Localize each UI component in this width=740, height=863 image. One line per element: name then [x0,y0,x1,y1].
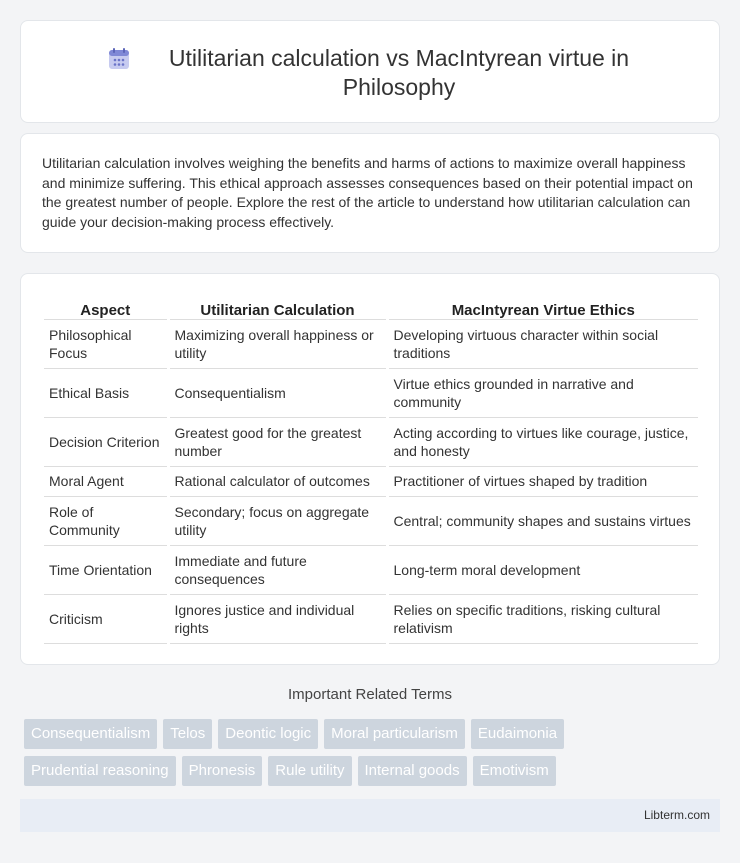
table-cell: Moral Agent [44,466,168,496]
related-term-tag[interactable]: Internal goods [358,756,467,786]
table-cell: Decision Criterion [44,417,168,466]
table-cell: Relies on specific traditions, risking cultural relativism [387,594,698,643]
table-row [44,319,698,368]
table-cell: Consequentialism [168,368,387,417]
table-cell: Central; community shapes and sustains virtues [387,496,698,545]
related-term-tag[interactable]: Emotivism [473,756,556,786]
table-cell: Criticism [44,594,168,643]
table-cell: Time Orientation [44,545,168,594]
table-row [44,466,698,496]
table-cell: Maximizing overall happiness or utility [168,319,387,368]
column-header: Utilitarian Calculation [168,296,387,319]
footer [20,799,720,832]
related-term-tag[interactable]: Rule utility [268,756,351,786]
related-term-tag[interactable]: Prudential reasoning [24,756,176,786]
comparison-card [20,273,720,665]
table-cell: Secondary; focus on aggregate utility [168,496,387,545]
table-row [44,368,698,417]
related-term-tag[interactable]: Telos [163,719,212,749]
footer-site-link[interactable]: Libterm.com [643,808,710,822]
related-term-tag[interactable]: Consequentialism [24,719,157,749]
intro-card [20,133,720,253]
table-cell: Rational calculator of outcomes [168,466,387,496]
table-cell: Greatest good for the greatest number [168,417,387,466]
related-terms-list [24,719,624,786]
table-cell: Practitioner of virtues shaped by tradition [387,466,698,496]
related-term-tag[interactable]: Phronesis [182,756,263,786]
table-cell: Philosophical Focus [44,319,168,368]
related-term-tag[interactable]: Deontic logic [218,719,318,749]
column-header: Aspect [44,296,168,319]
comparison-table [44,296,698,644]
related-term-tag[interactable]: Moral particularism [324,719,465,749]
table-row [44,545,698,594]
table-row [44,417,698,466]
table-cell: Long-term moral development [387,545,698,594]
table-cell: Ignores justice and individual rights [168,594,387,643]
table-cell: Immediate and future consequences [168,545,387,594]
table-row [44,496,698,545]
table-cell: Ethical Basis [44,368,168,417]
title-card [20,20,720,123]
intro-text: Utilitarian calculation involves weighing the benefits and harms of actions to maximize overall happiness and minimize suffering. This ethical approach assesses consequences based on their potential impact on the greatest number of people. Explore the rest of the article to understand how utilitarian calculation can guide your decision-making process effectively. [42,155,693,230]
page-title-text: Utilitarian calculation vs MacIntyrean virtue in Philosophy [168,45,630,100]
table-cell: Developing virtuous character within social traditions [387,319,698,368]
table-cell: Acting according to virtues like courage, justice, and honesty [387,417,698,466]
table-row [44,594,698,643]
related-term-tag[interactable]: Eudaimonia [471,719,564,749]
table-cell: Virtue ethics grounded in narrative and community [387,368,698,417]
related-terms-title: Important Related Terms [288,686,452,703]
table-cell: Role of Community [44,496,168,545]
column-header: MacIntyrean Virtue Ethics [387,296,698,319]
table-header-row [44,296,698,319]
